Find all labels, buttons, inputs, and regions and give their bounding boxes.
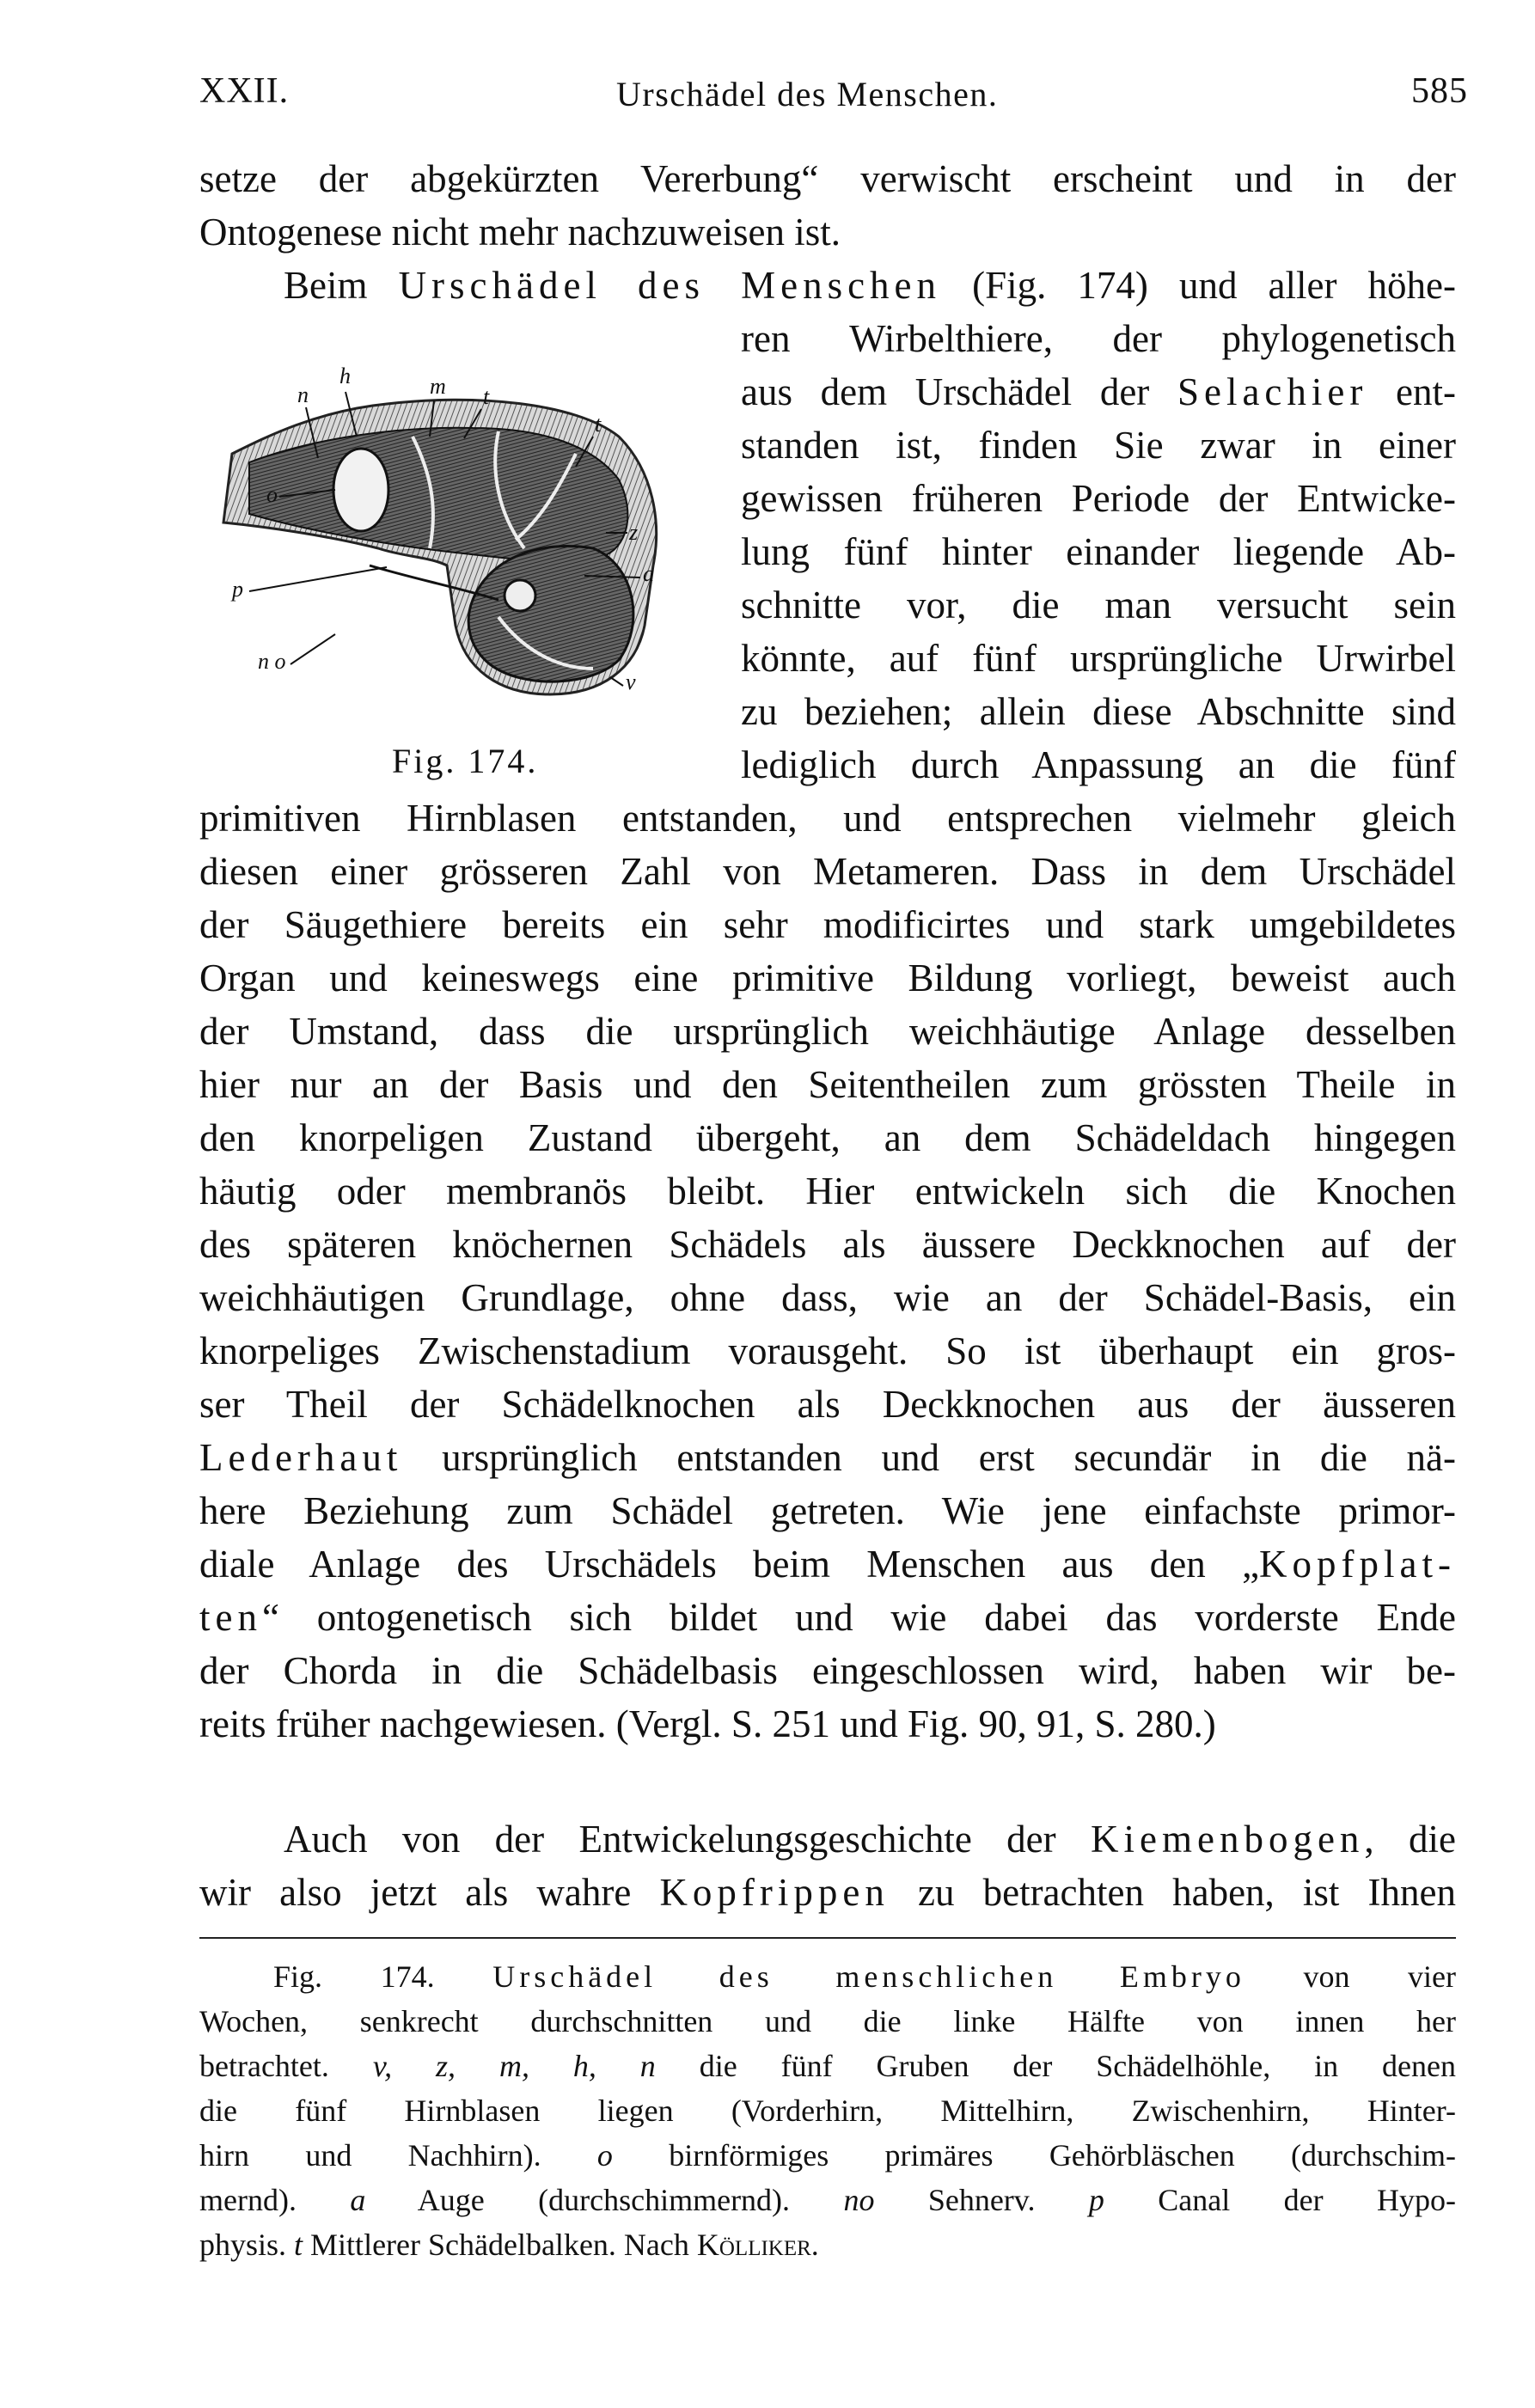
text-line: standen ist, finden Sie zwar in einer bbox=[741, 424, 1456, 467]
text-line: Organ und keineswegs eine primitive Bildung vorliegt, beweist auch bbox=[199, 956, 1456, 999]
figure-label-m: m bbox=[430, 374, 446, 399]
page-number: 585 bbox=[1411, 71, 1468, 111]
figure-label-h: h bbox=[339, 364, 351, 388]
footnote-line: mernd). a Auge (durchschimmernd). no Sehnerv. p Canal der Hypo- bbox=[199, 2183, 1456, 2217]
figure-label-t2: t bbox=[595, 412, 602, 437]
text-line: den knorpeligen Zustand übergeht, an dem Schädeldach hingegen bbox=[199, 1116, 1456, 1159]
figure-label-v: v bbox=[626, 669, 636, 694]
text-line: reits früher nachgewiesen. (Vergl. S. 251 und Fig. 90, 91, S. 280.) bbox=[199, 1702, 1216, 1745]
text-line: Auch von der Entwickelungsgeschichte der Kiemenbogen, die bbox=[284, 1818, 1456, 1861]
figure-label-z: z bbox=[629, 520, 639, 545]
figure-label-o: o bbox=[266, 482, 278, 507]
text-line: Ontogenese nicht mehr nachzuweisen ist. bbox=[199, 211, 841, 254]
footnote-line: physis. t Mittlerer Schädelbalken. Nach Kölliker. bbox=[199, 2228, 819, 2262]
running-title: Urschädel des Menschen. bbox=[616, 75, 999, 113]
text-line: wir also jetzt als wahre Kopfrippen zu betrachten haben, ist Ihnen bbox=[199, 1871, 1457, 1914]
figure-174-illustration bbox=[215, 342, 713, 737]
upper-brain-fossae bbox=[249, 428, 627, 561]
text-line: knorpeliges Zwischenstadium vorausgeht. So ist überhaupt ein gros- bbox=[199, 1329, 1456, 1372]
chapter-number: XXII. bbox=[199, 71, 290, 111]
text-line: gewissen früheren Periode der Entwicke- bbox=[741, 477, 1456, 520]
text-line: zu beziehen; allein diese Abschnitte sind bbox=[741, 690, 1456, 733]
figure-label-no: n o bbox=[258, 649, 286, 674]
footnote-divider bbox=[199, 1937, 1456, 1939]
footnote-line: hirn und Nachhirn). o birnförmiges primäres Gehörbläschen (durchschim- bbox=[199, 2138, 1456, 2173]
figure-label-n: n bbox=[297, 382, 309, 407]
text-line: der Säugethiere bereits ein sehr modificirtes und stark umgebildetes bbox=[199, 903, 1456, 946]
text-line: ten“ ontogenetisch sich bildet und wie dabei das vorderste Ende bbox=[199, 1596, 1456, 1639]
text-line: hier nur an der Basis und den Seitentheilen zum grössten Theile in bbox=[199, 1063, 1456, 1106]
text-line: schnitte vor, die man versucht sein bbox=[741, 584, 1456, 626]
text-line: lediglich durch Anpassung an die fünf bbox=[741, 743, 1456, 786]
text-line: primitiven Hirnblasen entstanden, und entsprechen vielmehr gleich bbox=[199, 797, 1456, 840]
figure-label-p: p bbox=[232, 577, 243, 602]
footnote-line: die fünf Hirnblasen liegen (Vorderhirn, Mittelhirn, Zwischenhirn, Hinter- bbox=[199, 2093, 1456, 2128]
text-line: Lederhaut ursprünglich entstanden und erst secundär in die nä- bbox=[199, 1436, 1456, 1479]
figure-label-t1: t bbox=[483, 384, 490, 409]
text-line: here Beziehung zum Schädel getreten. Wie jene einfachste primor- bbox=[199, 1489, 1456, 1532]
footnote-line: betrachtet. v, z, m, h, n die fünf Gruben der Schädelhöhle, in denen bbox=[199, 2049, 1456, 2083]
figure-label-a: a bbox=[643, 561, 654, 586]
footnote-line: Wochen, senkrecht durchschnitten und die linke Hälfte von innen her bbox=[199, 2004, 1456, 2038]
figure-caption: Fig. 174. bbox=[392, 742, 539, 780]
text-line: des späteren knöchernen Schädels als äussere Deckknochen auf der bbox=[199, 1223, 1456, 1266]
text-line: diale Anlage des Urschädels beim Menschen aus den „Kopfplat- bbox=[199, 1543, 1456, 1586]
text-line: der Chorda in die Schädelbasis eingeschlossen wird, haben wir be- bbox=[199, 1649, 1456, 1692]
embryo-skull-drawing bbox=[215, 342, 713, 737]
text-line: weichhäutigen Grundlage, ohne dass, wie an der Schädel-Basis, ein bbox=[199, 1276, 1456, 1319]
running-header bbox=[199, 70, 1468, 131]
eye bbox=[505, 580, 535, 611]
text-line: ser Theil der Schädelknochen als Deckknochen aus der äusseren bbox=[199, 1383, 1456, 1426]
text-line: Beim Urschädel des Menschen (Fig. 174) und aller höhe- bbox=[284, 264, 1456, 307]
ear-vesicle bbox=[333, 449, 388, 531]
text-line: häutig oder membranös bleibt. Hier entwickeln sich die Knochen bbox=[199, 1170, 1456, 1213]
text-line: lung fünf hinter einander liegende Ab- bbox=[741, 530, 1456, 573]
text-line: diesen einer grösseren Zahl von Metameren. Dass in dem Urschädel bbox=[199, 850, 1456, 893]
text-line: der Umstand, dass die ursprünglich weichhäutige Anlage desselben bbox=[199, 1010, 1456, 1053]
text-line: setze der abgekürzten Vererbung“ verwischt erscheint und in der bbox=[199, 157, 1456, 200]
text-line: könnte, auf fünf ursprüngliche Urwirbel bbox=[741, 637, 1456, 680]
text-line: ren Wirbelthiere, der phylogenetisch bbox=[741, 317, 1456, 360]
text-line: aus dem Urschädel der Selachier ent- bbox=[741, 370, 1456, 413]
footnote-line: Fig. 174. Urschädel des menschlichen Embryo von vier bbox=[273, 1959, 1456, 1994]
